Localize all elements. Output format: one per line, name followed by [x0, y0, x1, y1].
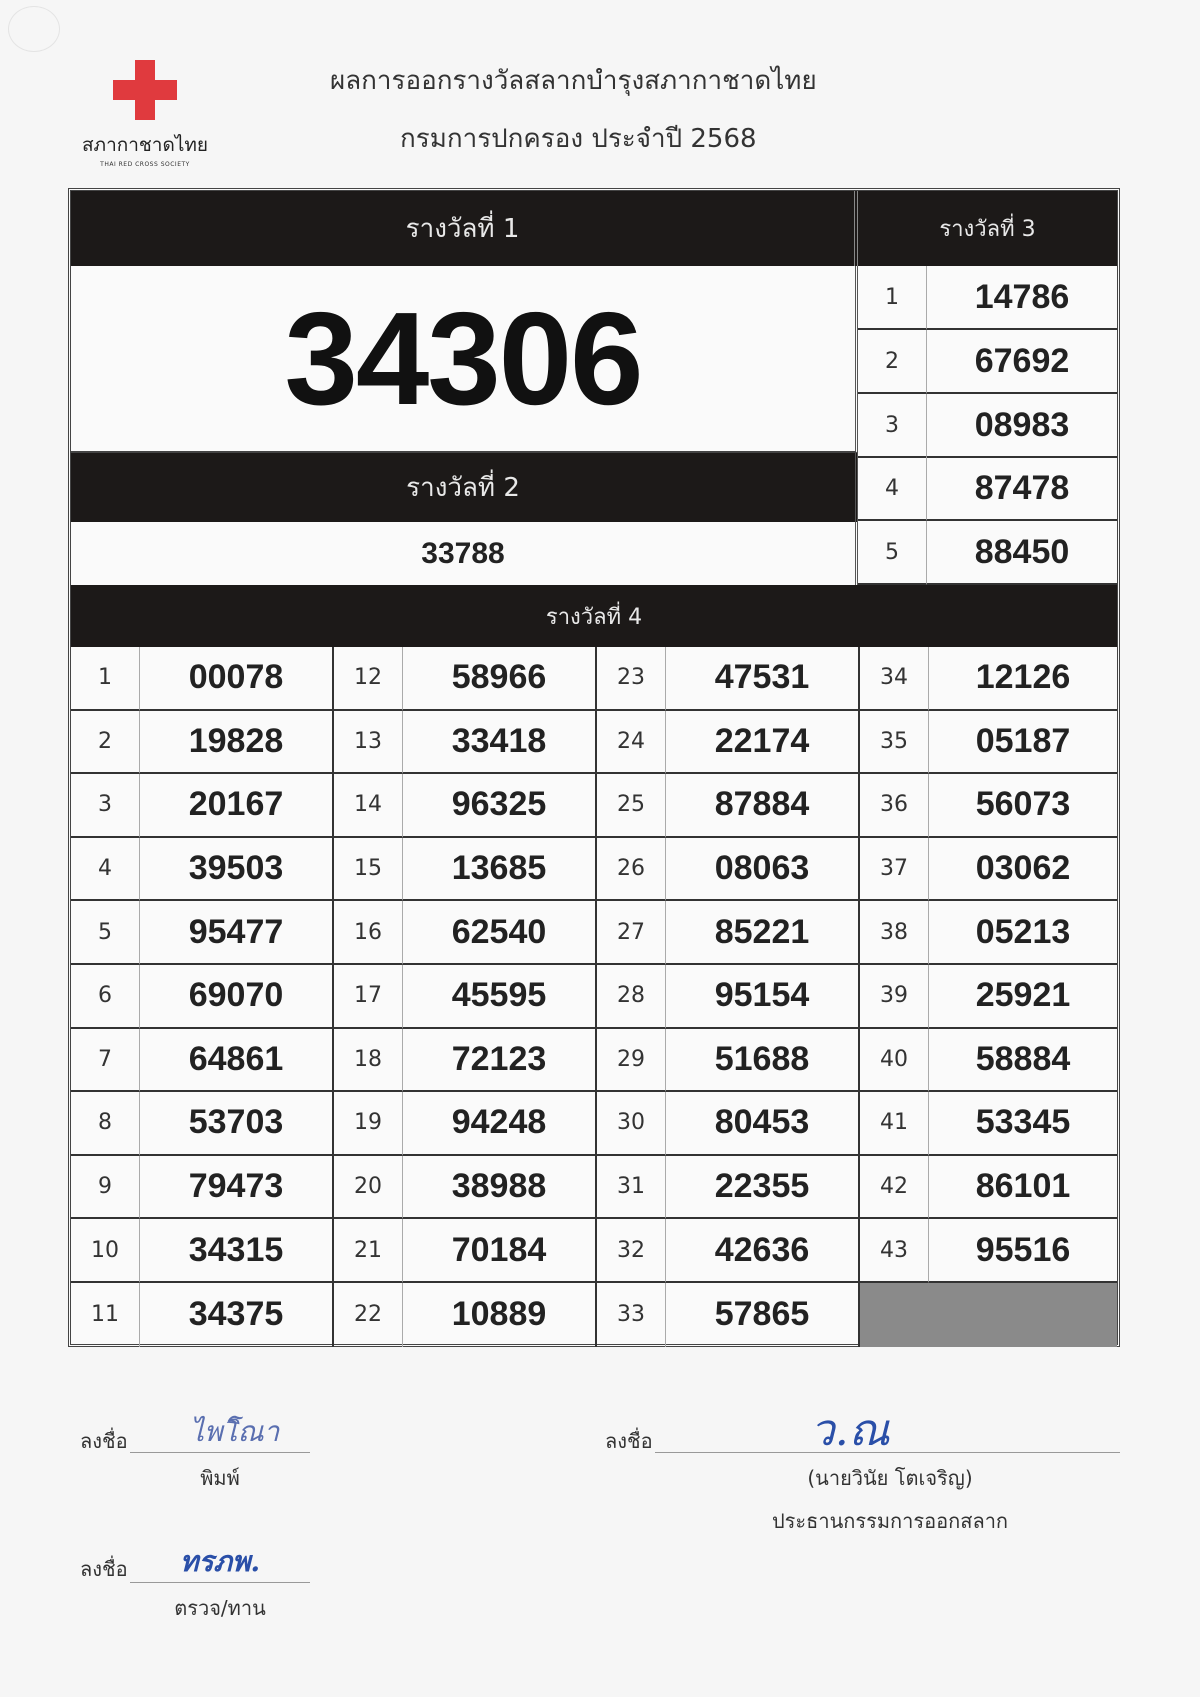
prize4-index: 7	[71, 1029, 140, 1093]
logo-name-th: สภากาชาดไทย	[81, 134, 209, 156]
prize4-number: 42636	[666, 1219, 860, 1283]
prize4-index: 25	[597, 774, 666, 838]
prize4-index: 40	[860, 1029, 929, 1093]
prize4-index: 29	[597, 1029, 666, 1093]
prize3-index: 4	[858, 457, 927, 521]
chairman-role: ประธานกรรมการออกสลาก	[771, 1509, 1009, 1533]
prize4-number: 87884	[666, 774, 860, 838]
prize4-index: 15	[334, 838, 403, 902]
prize4-index: 10	[71, 1219, 140, 1283]
prize4-index: 39	[860, 965, 929, 1029]
prize3-number: 14786	[927, 266, 1117, 330]
prize4-number: 94248	[403, 1092, 597, 1156]
prize4-number: 69070	[140, 965, 334, 1029]
prize2-number: 33788	[71, 522, 858, 585]
prize3-number: 88450	[927, 521, 1117, 585]
document-subtitle: กรมการปกครอง ประจำปี 2568	[400, 124, 757, 154]
prize4-number: 10889	[403, 1283, 597, 1347]
prize4-header: รางวัลที่ 4	[71, 585, 1117, 647]
prize4-number: 53703	[140, 1092, 334, 1156]
prize4-number: 57865	[666, 1283, 860, 1347]
prize3-index: 2	[858, 330, 927, 394]
chairman-signature: ว.ณ	[810, 1405, 890, 1456]
checker-signature: ทรภพ.	[180, 1545, 261, 1578]
prize4-index: 1	[71, 647, 140, 711]
prize4-number: 22355	[666, 1156, 860, 1220]
prize4-number: 62540	[403, 901, 597, 965]
prize4-index: 13	[334, 711, 403, 775]
empty-cell	[860, 1283, 1117, 1347]
prize4-index: 38	[860, 901, 929, 965]
prize3-number: 08983	[927, 394, 1117, 458]
prize4-number: 56073	[929, 774, 1117, 838]
prize4-number: 20167	[140, 774, 334, 838]
prize4-number: 86101	[929, 1156, 1117, 1220]
prize4-number: 72123	[403, 1029, 597, 1093]
prize4-index: 24	[597, 711, 666, 775]
prize4-index: 28	[597, 965, 666, 1029]
chairman-name: (นายวินัย โตเจริญ)	[807, 1466, 973, 1490]
chairman-sign-label: ลงชื่อ	[605, 1429, 653, 1453]
typist-sign-label: ลงชื่อ	[80, 1429, 128, 1453]
prize4-number: 58884	[929, 1029, 1117, 1093]
prize4-number: 00078	[140, 647, 334, 711]
prize4-index: 32	[597, 1219, 666, 1283]
prize4-number: 95154	[666, 965, 860, 1029]
prize4-number: 33418	[403, 711, 597, 775]
prize4-index: 35	[860, 711, 929, 775]
prize4-index: 18	[334, 1029, 403, 1093]
prize4-index: 9	[71, 1156, 140, 1220]
prize4-number: 19828	[140, 711, 334, 775]
prize4-index: 4	[71, 838, 140, 902]
prize4-number: 53345	[929, 1092, 1117, 1156]
prize4-index: 11	[71, 1283, 140, 1347]
prize4-number: 05213	[929, 901, 1117, 965]
prize4-number: 79473	[140, 1156, 334, 1220]
typist-sign-line	[130, 1452, 310, 1453]
prize4-index: 6	[71, 965, 140, 1029]
prize2-header: รางวัลที่ 2	[71, 453, 858, 522]
prize4-index: 21	[334, 1219, 403, 1283]
prize3-header: รางวัลที่ 3	[858, 191, 1117, 266]
prize4-index: 2	[71, 711, 140, 775]
prize3-index: 1	[858, 266, 927, 330]
prize4-index: 5	[71, 901, 140, 965]
prize4-number: 47531	[666, 647, 860, 711]
chairman-sign-line	[655, 1452, 1120, 1453]
prize3-number: 87478	[927, 457, 1117, 521]
prize4-index: 30	[597, 1092, 666, 1156]
prize4-number: 05187	[929, 711, 1117, 775]
prize4-index: 33	[597, 1283, 666, 1347]
prize4-index: 20	[334, 1156, 403, 1220]
results-table	[68, 188, 1120, 1347]
prize4-index: 26	[597, 838, 666, 902]
prize4-index: 42	[860, 1156, 929, 1220]
prize3-index: 3	[858, 394, 927, 458]
prize3-number: 67692	[927, 330, 1117, 394]
prize4-index: 16	[334, 901, 403, 965]
prize1-header: รางวัลที่ 1	[71, 191, 858, 266]
prize4-number: 39503	[140, 838, 334, 902]
prize4-number: 38988	[403, 1156, 597, 1220]
prize4-number: 34315	[140, 1219, 334, 1283]
prize4-index: 27	[597, 901, 666, 965]
prize4-number: 85221	[666, 901, 860, 965]
prize4-index: 14	[334, 774, 403, 838]
stamp-mark	[8, 6, 60, 52]
prize4-number: 70184	[403, 1219, 597, 1283]
checker-role: ตรวจ/ทาน	[174, 1596, 266, 1620]
prize4-index: 31	[597, 1156, 666, 1220]
prize4-number: 95477	[140, 901, 334, 965]
prize4-index: 37	[860, 838, 929, 902]
prize4-index: 23	[597, 647, 666, 711]
typist-signature: ไพโิณา	[190, 1415, 280, 1448]
prize4-number: 95516	[929, 1219, 1117, 1283]
prize4-number: 34375	[140, 1283, 334, 1347]
prize4-index: 41	[860, 1092, 929, 1156]
prize4-number: 80453	[666, 1092, 860, 1156]
prize4-number: 12126	[929, 647, 1117, 711]
red-cross-icon	[113, 60, 177, 120]
prize4-number: 51688	[666, 1029, 860, 1093]
prize4-index: 22	[334, 1283, 403, 1347]
typist-role: พิมพ์	[200, 1466, 240, 1490]
prize3-index: 5	[858, 521, 927, 585]
prize4-number: 03062	[929, 838, 1117, 902]
prize4-number: 08063	[666, 838, 860, 902]
prize4-index: 8	[71, 1092, 140, 1156]
prize4-number: 13685	[403, 838, 597, 902]
prize4-number: 45595	[403, 965, 597, 1029]
logo-name-en: THAI RED CROSS SOCIETY	[100, 161, 190, 168]
thai-red-cross-logo	[70, 60, 220, 168]
prize4-index: 3	[71, 774, 140, 838]
prize4-number: 64861	[140, 1029, 334, 1093]
prize4-index: 43	[860, 1219, 929, 1283]
prize4-index: 17	[334, 965, 403, 1029]
prize4-index: 19	[334, 1092, 403, 1156]
prize1-number: 34306	[71, 266, 858, 453]
prize4-number: 22174	[666, 711, 860, 775]
prize4-index: 34	[860, 647, 929, 711]
document-title: ผลการออกรางวัลสลากบำรุงสภากาชาดไทย	[330, 66, 817, 96]
prize4-number: 25921	[929, 965, 1117, 1029]
prize4-number: 58966	[403, 647, 597, 711]
prize4-index: 12	[334, 647, 403, 711]
prize4-number: 96325	[403, 774, 597, 838]
prize4-index: 36	[860, 774, 929, 838]
checker-sign-label: ลงชื่อ	[80, 1557, 128, 1581]
checker-sign-line	[130, 1582, 310, 1583]
